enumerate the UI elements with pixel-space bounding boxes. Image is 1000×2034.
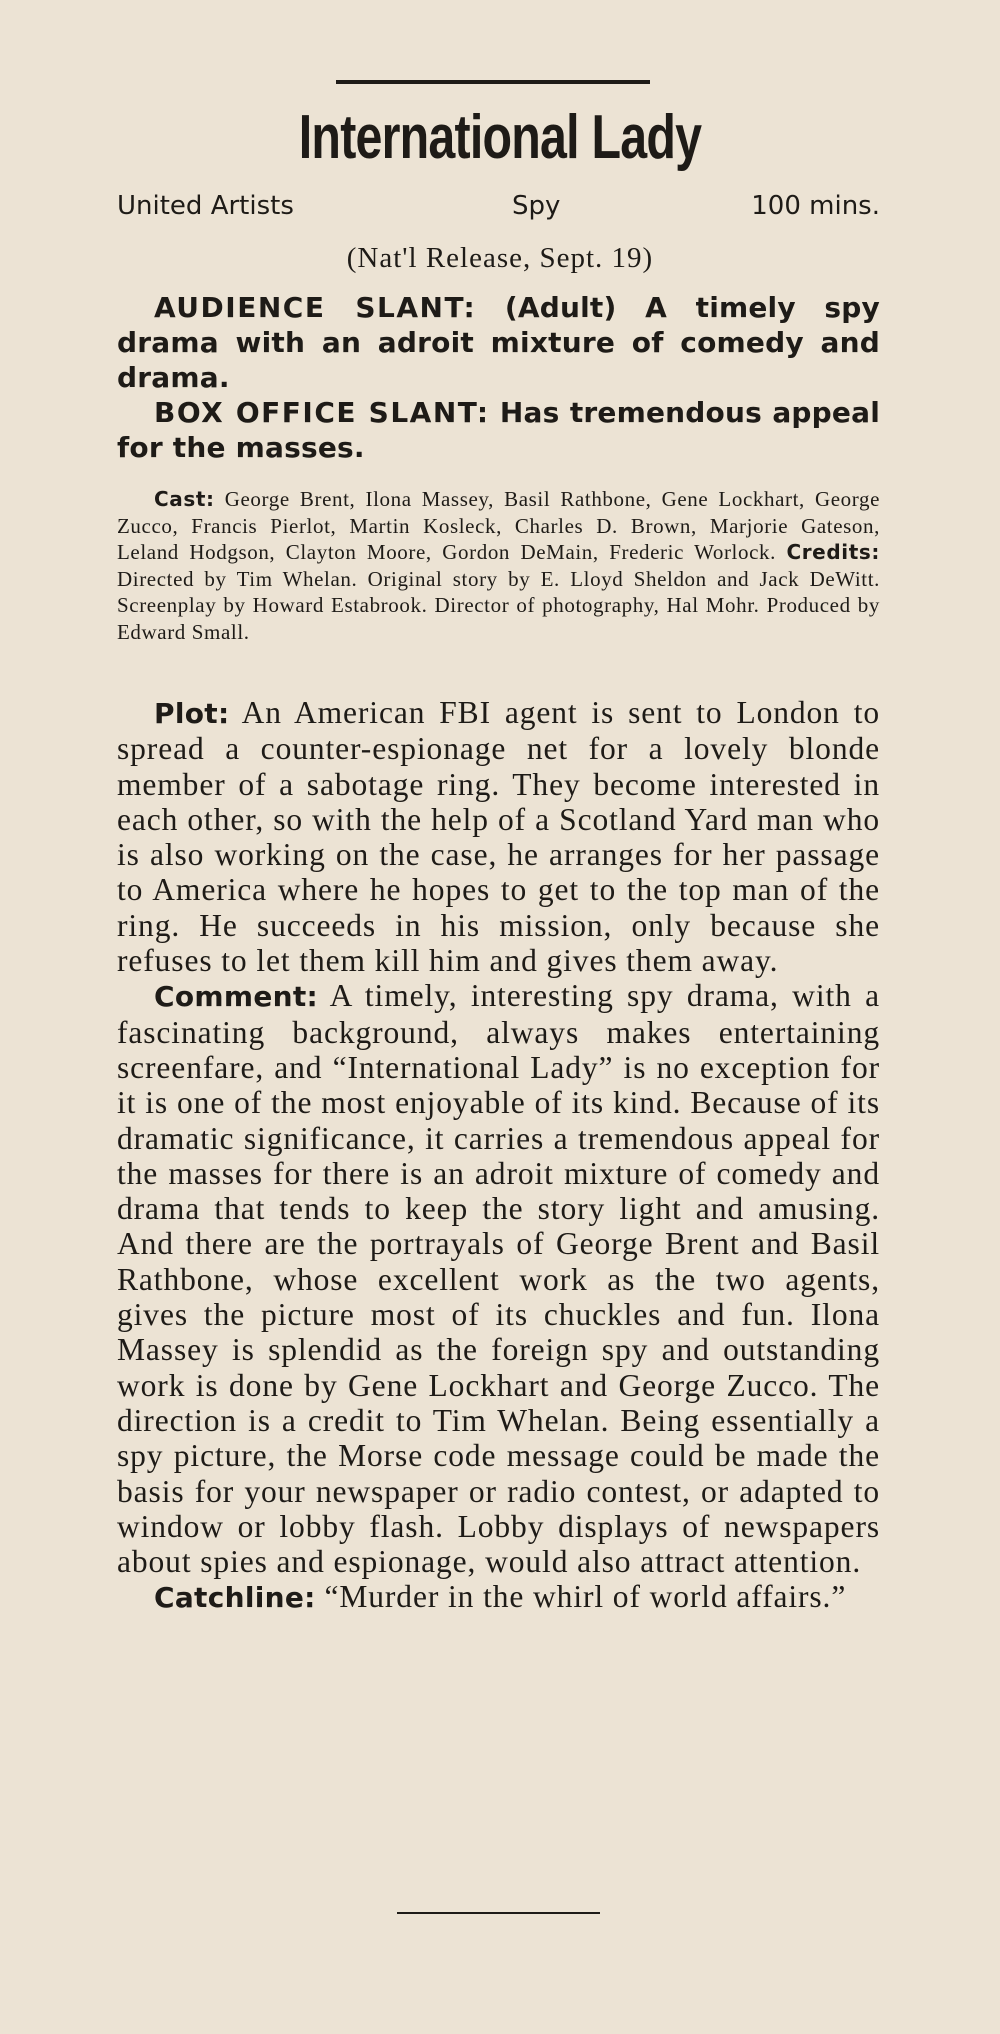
plot-text: An American FBI agent is sent to London to spread a counter-espionage net for a lovely blonde member of a sabotage ring. They become interested in each other, so with the help of a Scotland Yard man who is also working on the case, he arranges for her passage to America where he hopes to get to the top man of the ring. He succeeds in his mission, only because she refuses to let them kill him and gives them away. <box>117 695 880 979</box>
box-office-slant-label: BOX OFFICE SLANT: <box>154 396 490 429</box>
running-time: 100 mins. <box>751 191 880 221</box>
genre: Spy <box>512 191 561 221</box>
catchline-paragraph <box>117 1579 880 1615</box>
cast-credits-section <box>117 486 880 645</box>
audience-slant-text: (Adult) A timely spy drama with an adroit mixture of comedy and drama. <box>117 291 880 394</box>
box-office-slant-text: Has tremendous appeal for the masses. <box>117 396 880 464</box>
box-office-slant <box>117 395 880 465</box>
comment-label: Comment: <box>154 980 319 1014</box>
catchline-label: Catchline: <box>154 1581 316 1615</box>
plot-label: Plot: <box>154 697 230 730</box>
credits-label: Credits: <box>786 540 880 564</box>
cast-text: George Brent, Ilona Massey, Basil Rathbone, Gene Lockhart, George Zucco, Francis Pierlot, Martin Kosleck, Charles D. Brown, Marjorie Gateson, Leland Hodgson, Clayton Moore, Gordon DeMain, Frederic Worlock. <box>117 487 880 564</box>
cast-paragraph <box>117 486 880 645</box>
credits-text: Directed by Tim Whelan. Original story by E. Lloyd Sheldon and Jack DeWitt. Screenplay by Howard Estabrook. Director of photography, Hal Mohr. Produced by Edward Small. <box>117 566 880 644</box>
top-rule <box>336 80 650 84</box>
plot-paragraph <box>117 695 880 978</box>
comment-paragraph <box>117 978 880 1579</box>
release-date: (Nat'l Release, Sept. 19) <box>346 242 654 274</box>
slants-section <box>117 290 880 465</box>
review-body <box>117 695 880 1616</box>
cast-label: Cast: <box>154 487 215 511</box>
audience-slant <box>117 290 880 395</box>
distributor: United Artists <box>117 191 294 221</box>
bottom-rule <box>397 1912 600 1914</box>
comment-text: A timely, interesting spy drama, with a fascinating background, always makes entertaining screenfare, and “International Lady” is no exception for it is one of the most enjoyable of its kind. Because of its dramatic significance, it carries a tremendous appeal for the masses for there is an adroit mixture of comedy and drama that tends to keep the story light and amusing. And there are the portrayals of George Brent and Basil Rathbone, whose excellent work as the two agents, gives the picture most of its chuckles and fun. Ilona Massey is splendid as the foreign spy and outstanding work is done by Gene Lockhart and George Zucco. The direction is a credit to Tim Whelan. Being essentially a spy picture, the Morse code message could be made the basis for your newspaper or radio contest, or adapted to window or lobby flash. Lobby displays of newspapers about spies and espionage, would also attract attention. <box>117 978 880 1580</box>
catchline-text: “Murder in the whirl of world affairs.” <box>315 1579 847 1615</box>
review-title: International Lady <box>298 103 702 172</box>
audience-slant-label: AUDIENCE SLANT: <box>154 291 477 324</box>
